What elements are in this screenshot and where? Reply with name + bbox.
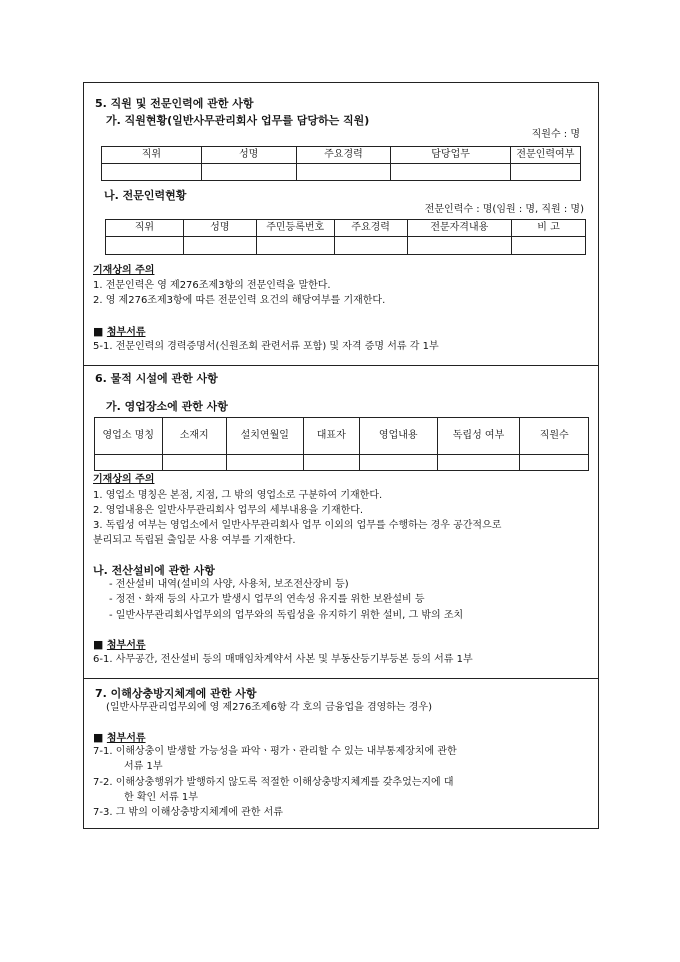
section-divider — [84, 365, 598, 366]
section-6-title: 6. 물적 시설에 관한 사항 — [95, 372, 218, 385]
section-6-attach-title-row — [93, 639, 146, 651]
table-cell[interactable] — [391, 164, 510, 181]
staff-table — [101, 146, 581, 181]
section-7-attach-title: 첨부서류 — [106, 733, 146, 744]
table-cell[interactable] — [437, 455, 520, 471]
office-th-location: 소재지 — [162, 418, 226, 455]
office-th-staff: 직원수 — [520, 418, 589, 455]
section-6-sub-b: 나. 전산설비에 관한 사항 — [93, 564, 215, 577]
table-cell[interactable] — [334, 237, 407, 255]
expert-th-remark: 비 고 — [512, 220, 586, 237]
section-6-note-3: 3. 독립성 여부는 영업소에서 일반사무관리회사 업무 이외의 업무를 수행하는 경우 공간적으로 — [93, 520, 502, 531]
section-6-note-title: 기재상의 주의 — [93, 474, 155, 485]
table-cell[interactable] — [226, 455, 303, 471]
form-frame — [83, 82, 599, 829]
section-5-attach-title: 첨부서류 — [106, 327, 146, 338]
section-5-sub-a: 가. 직원현황(일반사무관리회사 업무를 담당하는 직원) — [106, 114, 370, 127]
table-cell[interactable] — [183, 237, 256, 255]
section-5-attach-1: 5-1. 전문인력의 경력증명서(신원조회 관련서류 포함) 및 자격 증명 서류 각 1부 — [93, 341, 439, 352]
it-item-2: - 정전ㆍ화재 등의 사고가 발생시 업무의 연속성 유지를 위한 보완설비 등 — [109, 594, 425, 605]
staff-th-expert: 전문인력여부 — [510, 147, 580, 164]
table-cell[interactable] — [510, 164, 580, 181]
staff-th-name: 성명 — [201, 147, 296, 164]
section-divider — [84, 678, 598, 679]
section-7-attach-1: 7-1. 이해상충이 발생할 가능성을 파악ㆍ평가ㆍ관리할 수 있는 내부통제장치에 관한 — [93, 746, 457, 757]
section-6-note-3-cont: 분리되고 독립된 출입문 사용 여부를 기재한다. — [93, 535, 296, 546]
table-cell[interactable] — [520, 455, 589, 471]
section-7-attach-1-cont: 서류 1부 — [124, 761, 163, 772]
section-5-title: 5. 직원 및 전문인력에 관한 사항 — [95, 97, 254, 110]
section-7-attach-3: 7-3. 그 밖의 이해상충방지체계에 관한 서류 — [93, 807, 283, 818]
section-5-sub-b: 나. 전문인력현황 — [104, 189, 187, 202]
section-5-attach-title-row — [93, 326, 146, 338]
staff-count: 직원수 : 명 — [531, 129, 580, 140]
expert-th-name: 성명 — [183, 220, 256, 237]
office-th-business: 영업내용 — [359, 418, 437, 455]
office-th-independence: 독립성 여부 — [437, 418, 520, 455]
table-cell[interactable] — [162, 455, 226, 471]
office-table — [94, 417, 589, 471]
section-6-attach-title: 첨부서류 — [106, 640, 146, 651]
table-cell[interactable] — [512, 237, 586, 255]
section-7-attach-title-row — [93, 732, 146, 744]
section-5-note-2: 2. 영 제276조제3항에 따른 전문인력 요건의 해당여부를 기재한다. — [93, 295, 386, 306]
section-6-attach-1: 6-1. 사무공간, 전산설비 등의 매매임차계약서 사본 및 부동산등기부등본 등의 서류 1부 — [93, 654, 473, 665]
table-row — [106, 237, 586, 255]
expert-th-career: 주요경력 — [334, 220, 407, 237]
square-bullet-icon: ■ — [93, 325, 104, 338]
staff-th-career: 주요경력 — [296, 147, 391, 164]
table-cell[interactable] — [95, 455, 163, 471]
table-row — [95, 455, 589, 471]
expert-th-rrn: 주민등록번호 — [256, 220, 334, 237]
staff-th-duty: 담당업무 — [391, 147, 510, 164]
it-item-1: - 전산설비 내역(설비의 사양, 사용처, 보조전산장비 등) — [109, 579, 349, 590]
table-cell[interactable] — [359, 455, 437, 471]
staff-th-position: 직위 — [102, 147, 202, 164]
office-th-ceo: 대표자 — [303, 418, 359, 455]
section-6-sub-a: 가. 영업장소에 관한 사항 — [106, 400, 228, 413]
it-item-3: - 일반사무관리회사업무외의 업무와의 독립성을 유지하기 위한 설비, 그 밖의 조치 — [109, 610, 464, 621]
section-7-title: 7. 이해상충방지체계에 관한 사항 — [95, 687, 257, 700]
section-7-subtitle: (일반사무관리업무외에 영 제276조제6항 각 호의 금융업을 겸영하는 경우) — [106, 702, 432, 713]
table-cell[interactable] — [102, 164, 202, 181]
table-cell[interactable] — [106, 237, 184, 255]
table-cell[interactable] — [407, 237, 511, 255]
table-row — [102, 164, 581, 181]
expert-count: 전문인력수 : 명(임원 : 명, 직원 : 명) — [424, 204, 584, 215]
table-cell[interactable] — [296, 164, 391, 181]
office-th-date: 설치연월일 — [226, 418, 303, 455]
expert-table — [105, 219, 586, 255]
table-cell[interactable] — [256, 237, 334, 255]
expert-th-position: 직위 — [106, 220, 184, 237]
section-6-note-2: 2. 영업내용은 일반사무관리회사 업무의 세부내용을 기재한다. — [93, 505, 364, 516]
section-5-note-1: 1. 전문인력은 영 제276조제3항의 전문인력을 말한다. — [93, 280, 331, 291]
square-bullet-icon: ■ — [93, 638, 104, 651]
square-bullet-icon: ■ — [93, 731, 104, 744]
table-cell[interactable] — [303, 455, 359, 471]
section-6-note-1: 1. 영업소 명칭은 본점, 지점, 그 밖의 영업소로 구분하여 기재한다. — [93, 490, 383, 501]
section-7-attach-2-cont: 한 확인 서류 1부 — [124, 792, 198, 803]
office-th-name: 영업소 명칭 — [95, 418, 163, 455]
section-7-attach-2: 7-2. 이해상충행위가 발행하지 않도록 적절한 이해상충방지체계를 갖추었는지에 대 — [93, 777, 454, 788]
table-cell[interactable] — [201, 164, 296, 181]
section-5-note-title: 기재상의 주의 — [93, 265, 155, 276]
expert-th-qualification: 전문자격내용 — [407, 220, 511, 237]
